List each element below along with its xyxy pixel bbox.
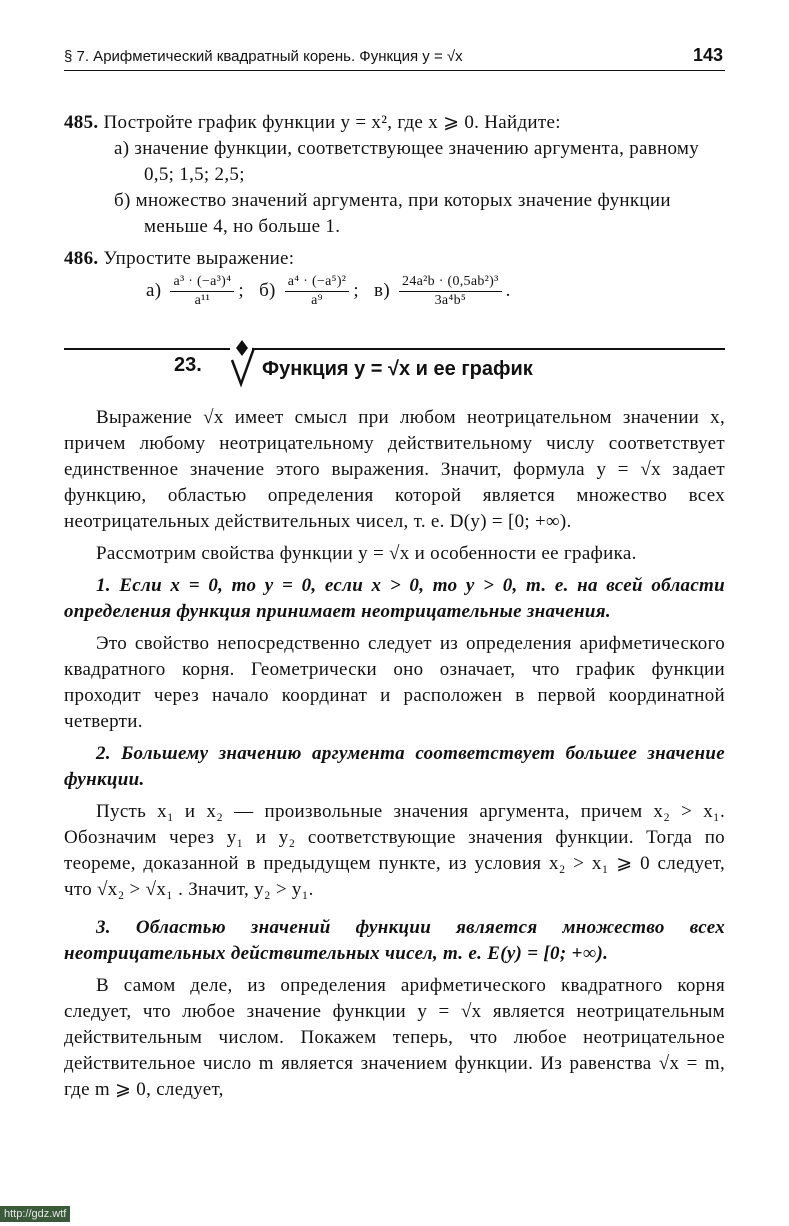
running-header [64,44,725,72]
expr-c-fraction [399,274,502,309]
exercise-485-b: б) множество значений аргумента, при которых значение функции меньше 4, но больше 1. [114,190,671,237]
paragraph-3: Это свойство непосредственно следует из определения арифметического квадратного корня. Геометрически оно означает, что график функции проходит через начало координат и расположен в первой координатной четверти. [64,633,725,732]
exercise-485-a: а) значение функции, соответствующее значению аргумента, равному 0,5; 1,5; 2,5; [114,138,700,185]
header-title: § 7. Арифметический квадратный корень. Функция y = √x [64,48,463,65]
property-3: 3. Областью значений функции является множество всех неотрицательных действительных чисел, т. е. E(y) = [0; +∞). [64,917,725,964]
section-body [64,405,725,1103]
expr-b-label: б) [259,279,276,301]
paragraph-1: Выражение √x имеет смысл при любом неотрицательном значении x, причем любому неотрицательному действительному числу соответствует единственное значение этого выражения. Значит, формула y = √x задает функцию, областью определения которой является множество всех неотрицательных действительных чисел, т. е. D(y) = [0; +∞). [64,407,725,532]
expr-c-label: в) [374,279,390,301]
exercise-486-text: Упростите выражение: [103,248,295,269]
watermark-link[interactable]: http://gdz.wtf [0,1206,70,1222]
section-number: 23. [174,354,202,376]
expr-a-fraction [170,274,234,309]
exercise-485 [64,110,725,240]
section-rule-left [64,348,230,350]
diamond-checkmark-icon [228,338,256,388]
exercise-485-number: 485. [64,112,99,133]
page-number: 143 [692,45,723,65]
expr-a-numerator: a³ · (−a³)⁴ [170,274,234,292]
exercise-486: 486. Упростите выражение: а) $\frac{\text{a³ · (−a³)⁴}}{\text{a¹¹}}$ ; б) $\frac{\text{a⁴ · (−a⁵)²}}{\text{a⁹}}$ ; в) $\frac{\text{24a²b · (0,5ab²)³}}{\text{3a⁴b⁵}}$ . [64,248,511,308]
expr-b-denominator: a⁹ [311,293,323,308]
paragraph-4: Пусть x₁ и x₂ — произвольные значения аргумента, причем x₂ > x₁. Обозначим через y₁ и y₂ соответствующие значения функции. Тогда по теореме, доказанной в предыдущем пункте, из условия x₂ > x₁ ⩾ 0 следует, что √x₂ > √x₁ . Значит, y₂ > y₁. [64,801,725,900]
paragraph-5: В самом деле, из определения арифметического квадратного корня следует, что любое значение функции y = √x является неотрицательным действительным числом. Покажем теперь, что любое неотрицательное действительное число m является значением функции. Из равенства √x = m, где m ⩾ 0, следует, [64,975,725,1100]
paragraph-2: Рассмотрим свойства функции y = √x и особенности ее графика. [96,543,637,564]
expr-c-numerator: 24a²b · (0,5ab²)³ [399,274,502,292]
expr-c-denominator: 3a⁴b⁵ [434,293,467,308]
property-1: 1. Если x = 0, то y = 0, если x > 0, то y > 0, т. е. на всей области определения функция принимает неотрицательные значения. [64,575,725,622]
header-rule [64,70,725,71]
property-2: 2. Большему значению аргумента соответствует большее значение функции. [64,743,725,790]
expr-a-label: а) [146,279,162,301]
expr-a-denominator: a¹¹ [194,293,211,308]
section-title: Функция y = √x и ее график [262,358,533,380]
expr-b-numerator: a⁴ · (−a⁵)² [285,274,350,292]
exercise-485-text: Постройте график функции y = x², где x ⩾ 0. Найдите: [103,112,561,133]
exercise-486-number: 486. [64,248,99,269]
expr-b-fraction [285,274,350,309]
section-rule-right [252,348,725,350]
